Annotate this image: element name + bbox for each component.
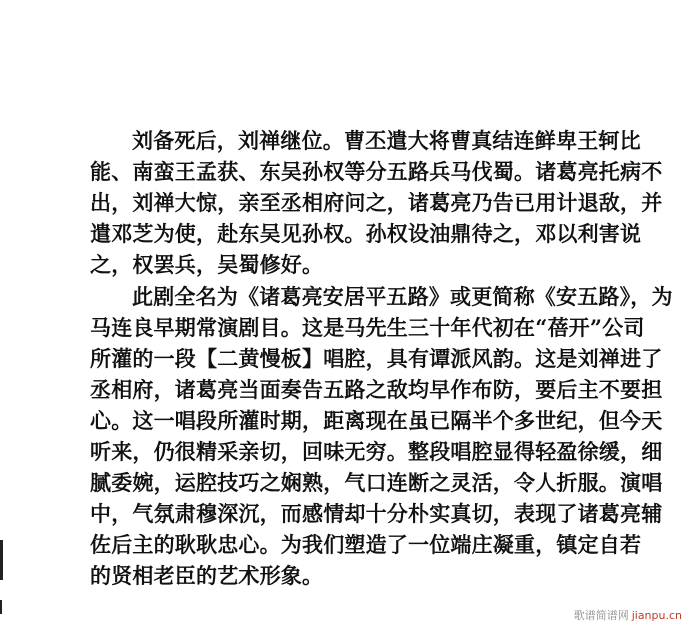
paragraph-1-line-2: 能、南蛮王孟获、东吴孙权等分五路兵马伐蜀。诸葛亮托病不 <box>90 159 663 184</box>
scan-edge-mark <box>0 540 3 580</box>
watermark-site-name: 歌谱简谱网 <box>573 609 629 622</box>
paragraph-2-line-7: 腻委婉，运腔技巧之娴熟，气口连断之灵活，令人折服。演唱 <box>90 470 663 495</box>
site-watermark <box>574 607 682 623</box>
paragraph-2-line-3: 所灌的一段【二黄慢板】唱腔，具有谭派风韵。这是刘禅进了 <box>90 346 663 371</box>
paragraph-2-line-9: 佐后主的耿耿忠心。为我们塑造了一位端庄凝重，镇定自若 <box>90 532 642 557</box>
watermark-url: jianpu.cn <box>631 609 682 622</box>
paragraph-1-line-1: 刘备死后，刘禅继位。曹丕遣大将曹真结连鲜卑王轲比 <box>132 128 641 153</box>
paragraph-1-line-3: 出，刘禅大惊，亲至丞相府问之，诸葛亮乃告已用计退敌，并 <box>90 190 663 215</box>
paragraph-2-line-5: 心。这一唱段所灌时期，距离现在虽已隔半个多世纪，但今天 <box>90 408 663 433</box>
paragraph-1-line-5: 之，权罢兵，吴蜀修好。 <box>90 252 324 277</box>
scan-edge-mark-lower <box>0 600 2 614</box>
paragraph-2-line-8: 中，气氛肃穆深沉，而感情却十分朴实真切，表现了诸葛亮辅 <box>90 501 663 526</box>
paragraph-2-line-6: 听来，仍很精采亲切，回味无穷。整段唱腔显得轻盈徐缓，细 <box>90 439 663 464</box>
paragraph-2-line-1: 此剧全名为《诸葛亮安居平五路》或更简称《安五路》，为 <box>132 284 673 309</box>
paragraph-2-line-10: 的贤相老臣的艺术形象。 <box>90 563 324 588</box>
paragraph-1-line-4: 遣邓芝为使，赴东吴见孙权。孙权设油鼎待之，邓以利害说 <box>90 221 642 246</box>
paragraph-2-line-4: 丞相府，诸葛亮当面奏告五路之敌均早作布防，要后主不要担 <box>90 377 663 402</box>
paragraph-2-line-2: 马连良早期常演剧目。这是马先生三十年代初在“蓓开”公司 <box>90 315 645 340</box>
